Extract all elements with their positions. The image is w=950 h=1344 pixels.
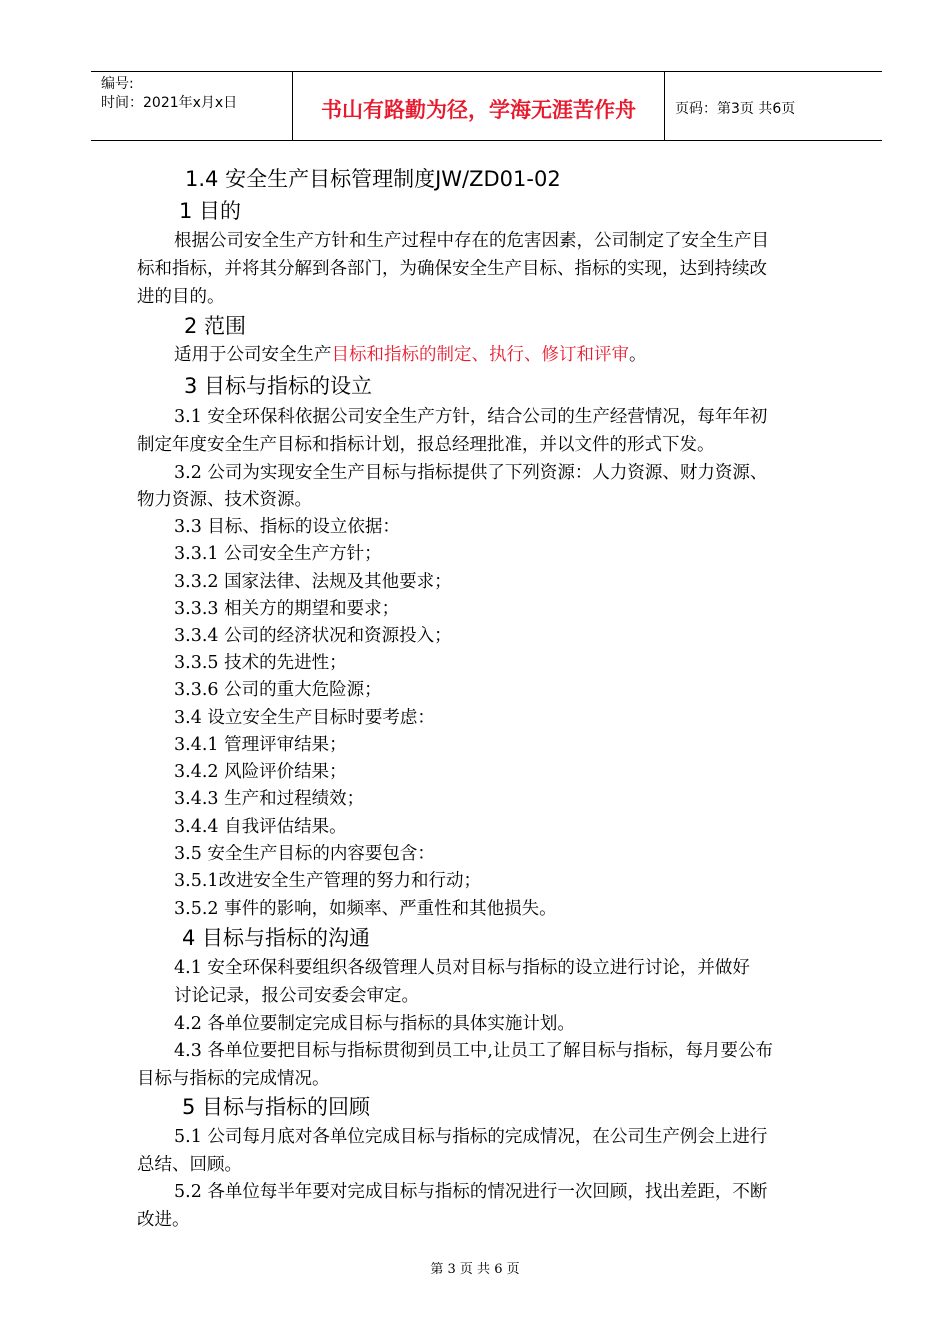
s2-para	[174, 344, 647, 366]
s4-2: 4.2 各单位要制定完成目标与指标的具体实施计划。	[174, 1014, 575, 1034]
header-number: 编号:	[101, 76, 134, 92]
s3-2-line-1: 3.2 公司为实现安全生产目标与指标提供了下列资源：人力资源、财力资源、	[174, 463, 768, 483]
section-2-heading: 2 范围	[184, 314, 247, 338]
doc-title: 1.4 安全生产目标管理制度JW/ZD01-02	[185, 167, 561, 191]
section-4-heading: 4 目标与指标的沟通	[182, 926, 371, 950]
s4-3-line-1: 4.3 各单位要把目标与指标贯彻到员工中,让员工了解目标与指标，每月要公布	[174, 1041, 773, 1061]
s3-2-line-2: 物力资源、技术资源。	[137, 490, 312, 510]
s3-4: 3.4 设立安全生产目标时要考虑：	[174, 708, 435, 728]
header-divider-right	[664, 72, 665, 140]
s3-1-line-2: 制定年度安全生产目标和指标计划，报总经理批准，并以文件的形式下发。	[137, 435, 715, 455]
s3-4-1: 3.4.1 管理评审结果；	[174, 735, 347, 755]
header-bottom-rule	[91, 140, 882, 141]
section-3-heading: 3 目标与指标的设立	[184, 374, 373, 398]
s2-text-highlight: 目标和指标的制定、执行、修订和评审	[331, 345, 629, 365]
header-motto: 书山有路勤为径，学海无涯苦作舟	[321, 98, 636, 122]
s3-4-4: 3.4.4 自我评估结果。	[174, 817, 347, 837]
s1-para-line-2: 标和指标，并将其分解到各部门，为确保安全生产目标、指标的实现，达到持续改	[137, 259, 767, 279]
header-time: 时间：2021年x月x日	[101, 95, 238, 111]
s3-3: 3.3 目标、指标的设立依据：	[174, 517, 400, 537]
s3-4-2: 3.4.2 风险评价结果；	[174, 762, 347, 782]
s3-3-5: 3.3.5 技术的先进性；	[174, 653, 347, 673]
s5-2-line-2: 改进。	[137, 1210, 190, 1230]
s3-3-2: 3.3.2 国家法律、法规及其他要求；	[174, 572, 452, 592]
s2-text-a: 适用于公司安全生产	[174, 345, 332, 365]
s3-3-4: 3.3.4 公司的经济状况和资源投入；	[174, 626, 452, 646]
s1-para-line-1: 根据公司安全生产方针和生产过程中存在的危害因素，公司制定了安全生产目	[174, 231, 769, 251]
s5-2-line-1: 5.2 各单位每半年要对完成目标与指标的情况进行一次回顾，找出差距，不断	[174, 1182, 768, 1202]
header-meta	[101, 75, 237, 113]
s3-4-3: 3.4.3 生产和过程绩效；	[174, 789, 365, 809]
s2-text-b: 。	[629, 345, 647, 365]
s3-3-1: 3.3.1 公司安全生产方针；	[174, 544, 382, 564]
s3-5-1: 3.5.1改进安全生产管理的努力和行动；	[174, 871, 482, 891]
s3-3-3: 3.3.3 相关方的期望和要求；	[174, 599, 400, 619]
s3-5: 3.5 安全生产目标的内容要包含：	[174, 844, 435, 864]
s4-1-line-1: 4.1 安全环保科要组织各级管理人员对目标与指标的设立进行讨论，并做好	[174, 958, 750, 978]
s5-1-line-1: 5.1 公司每月底对各单位完成目标与指标的完成情况，在公司生产例会上进行	[174, 1127, 768, 1147]
s3-5-2: 3.5.2 事件的影响，如频率、严重性和其他损失。	[174, 899, 557, 919]
header-top-rule	[91, 71, 882, 72]
s4-3-line-2: 目标与指标的完成情况。	[137, 1069, 330, 1089]
s1-para-line-3: 进的目的。	[137, 287, 225, 307]
s4-1-line-2: 讨论记录，报公司安委会审定。	[174, 986, 419, 1006]
s5-1-line-2: 总结、回顾。	[137, 1155, 242, 1175]
s3-3-6: 3.3.6 公司的重大危险源；	[174, 680, 382, 700]
page-footer: 第 3 页 共 6 页	[430, 1262, 520, 1277]
s3-1-line-1: 3.1 安全环保科依据公司安全生产方针，结合公司的生产经营情况，每年年初	[174, 407, 768, 427]
header-page-info: 页码：第3页 共6页	[675, 101, 796, 117]
section-5-heading: 5 目标与指标的回顾	[182, 1095, 371, 1119]
section-1-heading: 1 目的	[179, 199, 242, 223]
